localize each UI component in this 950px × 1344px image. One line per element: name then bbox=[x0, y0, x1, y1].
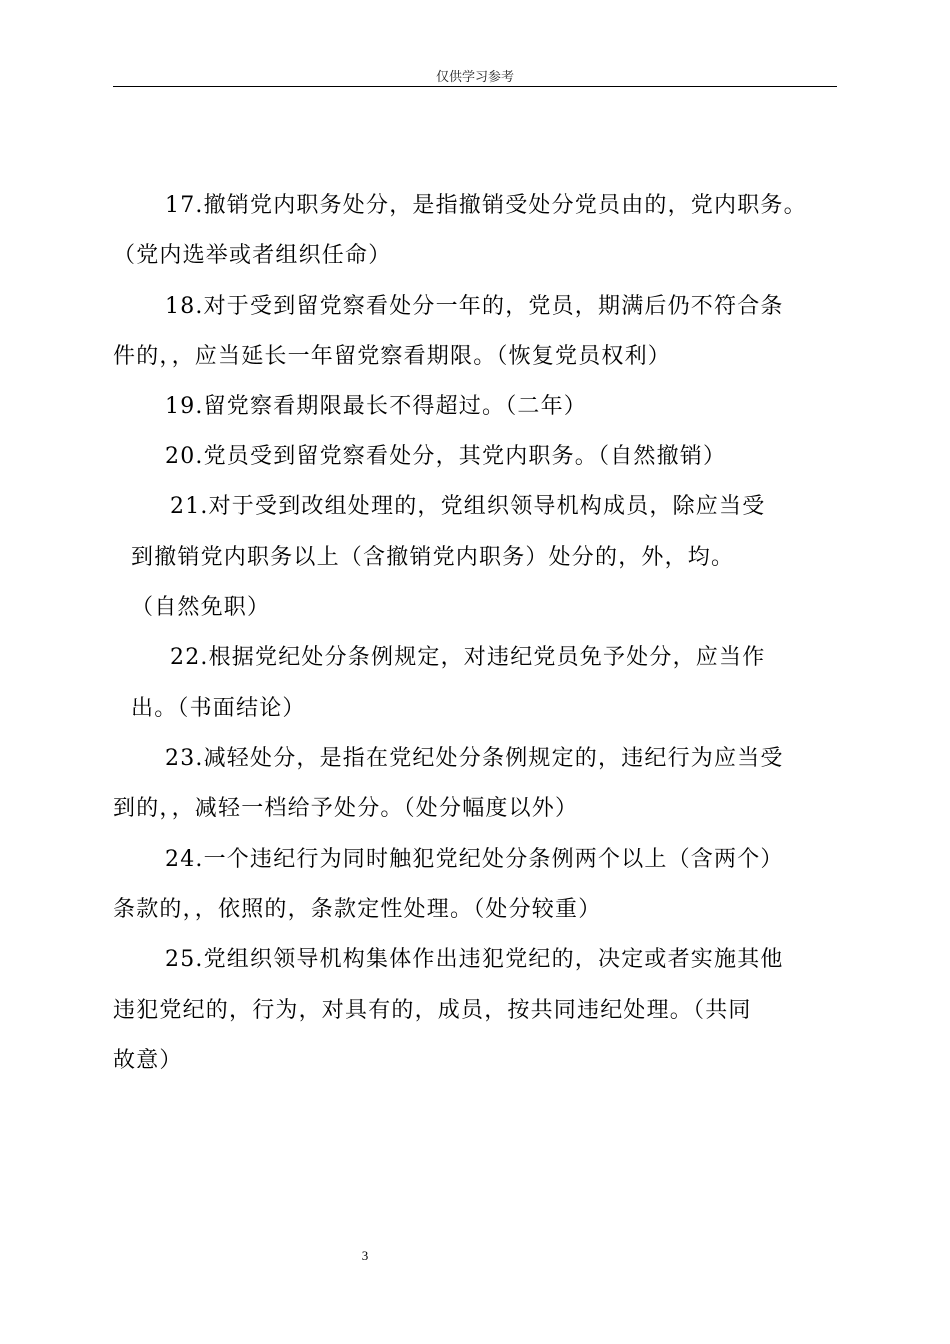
page-header-title: 仅供学习参考 bbox=[435, 70, 514, 85]
text-line: 21.对于受到改组处理的，党组织领导机构成员，除应当受 bbox=[170, 494, 766, 519]
text-line: （自然免职） bbox=[131, 595, 271, 620]
text-line: 故意） bbox=[113, 1048, 183, 1073]
header-divider bbox=[113, 86, 837, 87]
text-line: 17.撤销党内职务处分，是指撤销受处分党员由的，党内职务。 bbox=[165, 193, 807, 218]
text-line: （党内选举或者组织任命） bbox=[113, 243, 392, 268]
text-line: 件的，，应当延长一年留党察看期限。（恢复党员权利） bbox=[113, 344, 672, 369]
text-line: 条款的，，依照的，条款定性处理。（处分较重） bbox=[113, 897, 602, 922]
text-line: 18.对于受到留党察看处分一年的，党员，期满后仍不符合条 bbox=[165, 294, 784, 319]
text-line: 24.一个违纪行为同时触犯党纪处分条例两个以上（含两个） bbox=[165, 847, 784, 872]
text-line: 到撤销党内职务以上（含撤销党内职务）处分的，外，均。 bbox=[131, 545, 735, 570]
text-line: 违犯党纪的，行为，对具有的，成员，按共同违纪处理。（共同 bbox=[113, 998, 752, 1023]
text-line: 23.减轻处分，是指在党纪处分条例规定的，违纪行为应当受 bbox=[165, 746, 784, 771]
text-line: 到的，，减轻一档给予处分。（处分幅度以外） bbox=[113, 796, 579, 821]
text-line: 出。（书面结论） bbox=[131, 696, 306, 721]
page-number: 3 bbox=[361, 1248, 369, 1263]
text-line: 19.留党察看期限最长不得超过。（二年） bbox=[165, 394, 587, 419]
text-line: 22.根据党纪处分条例规定，对违纪党员免予处分，应当作 bbox=[170, 645, 766, 670]
text-line: 20.党员受到留党察看处分，其党内职务。（自然撤销） bbox=[165, 444, 727, 469]
text-line: 25.党组织领导机构集体作出违犯党纪的，决定或者实施其他 bbox=[165, 947, 784, 972]
